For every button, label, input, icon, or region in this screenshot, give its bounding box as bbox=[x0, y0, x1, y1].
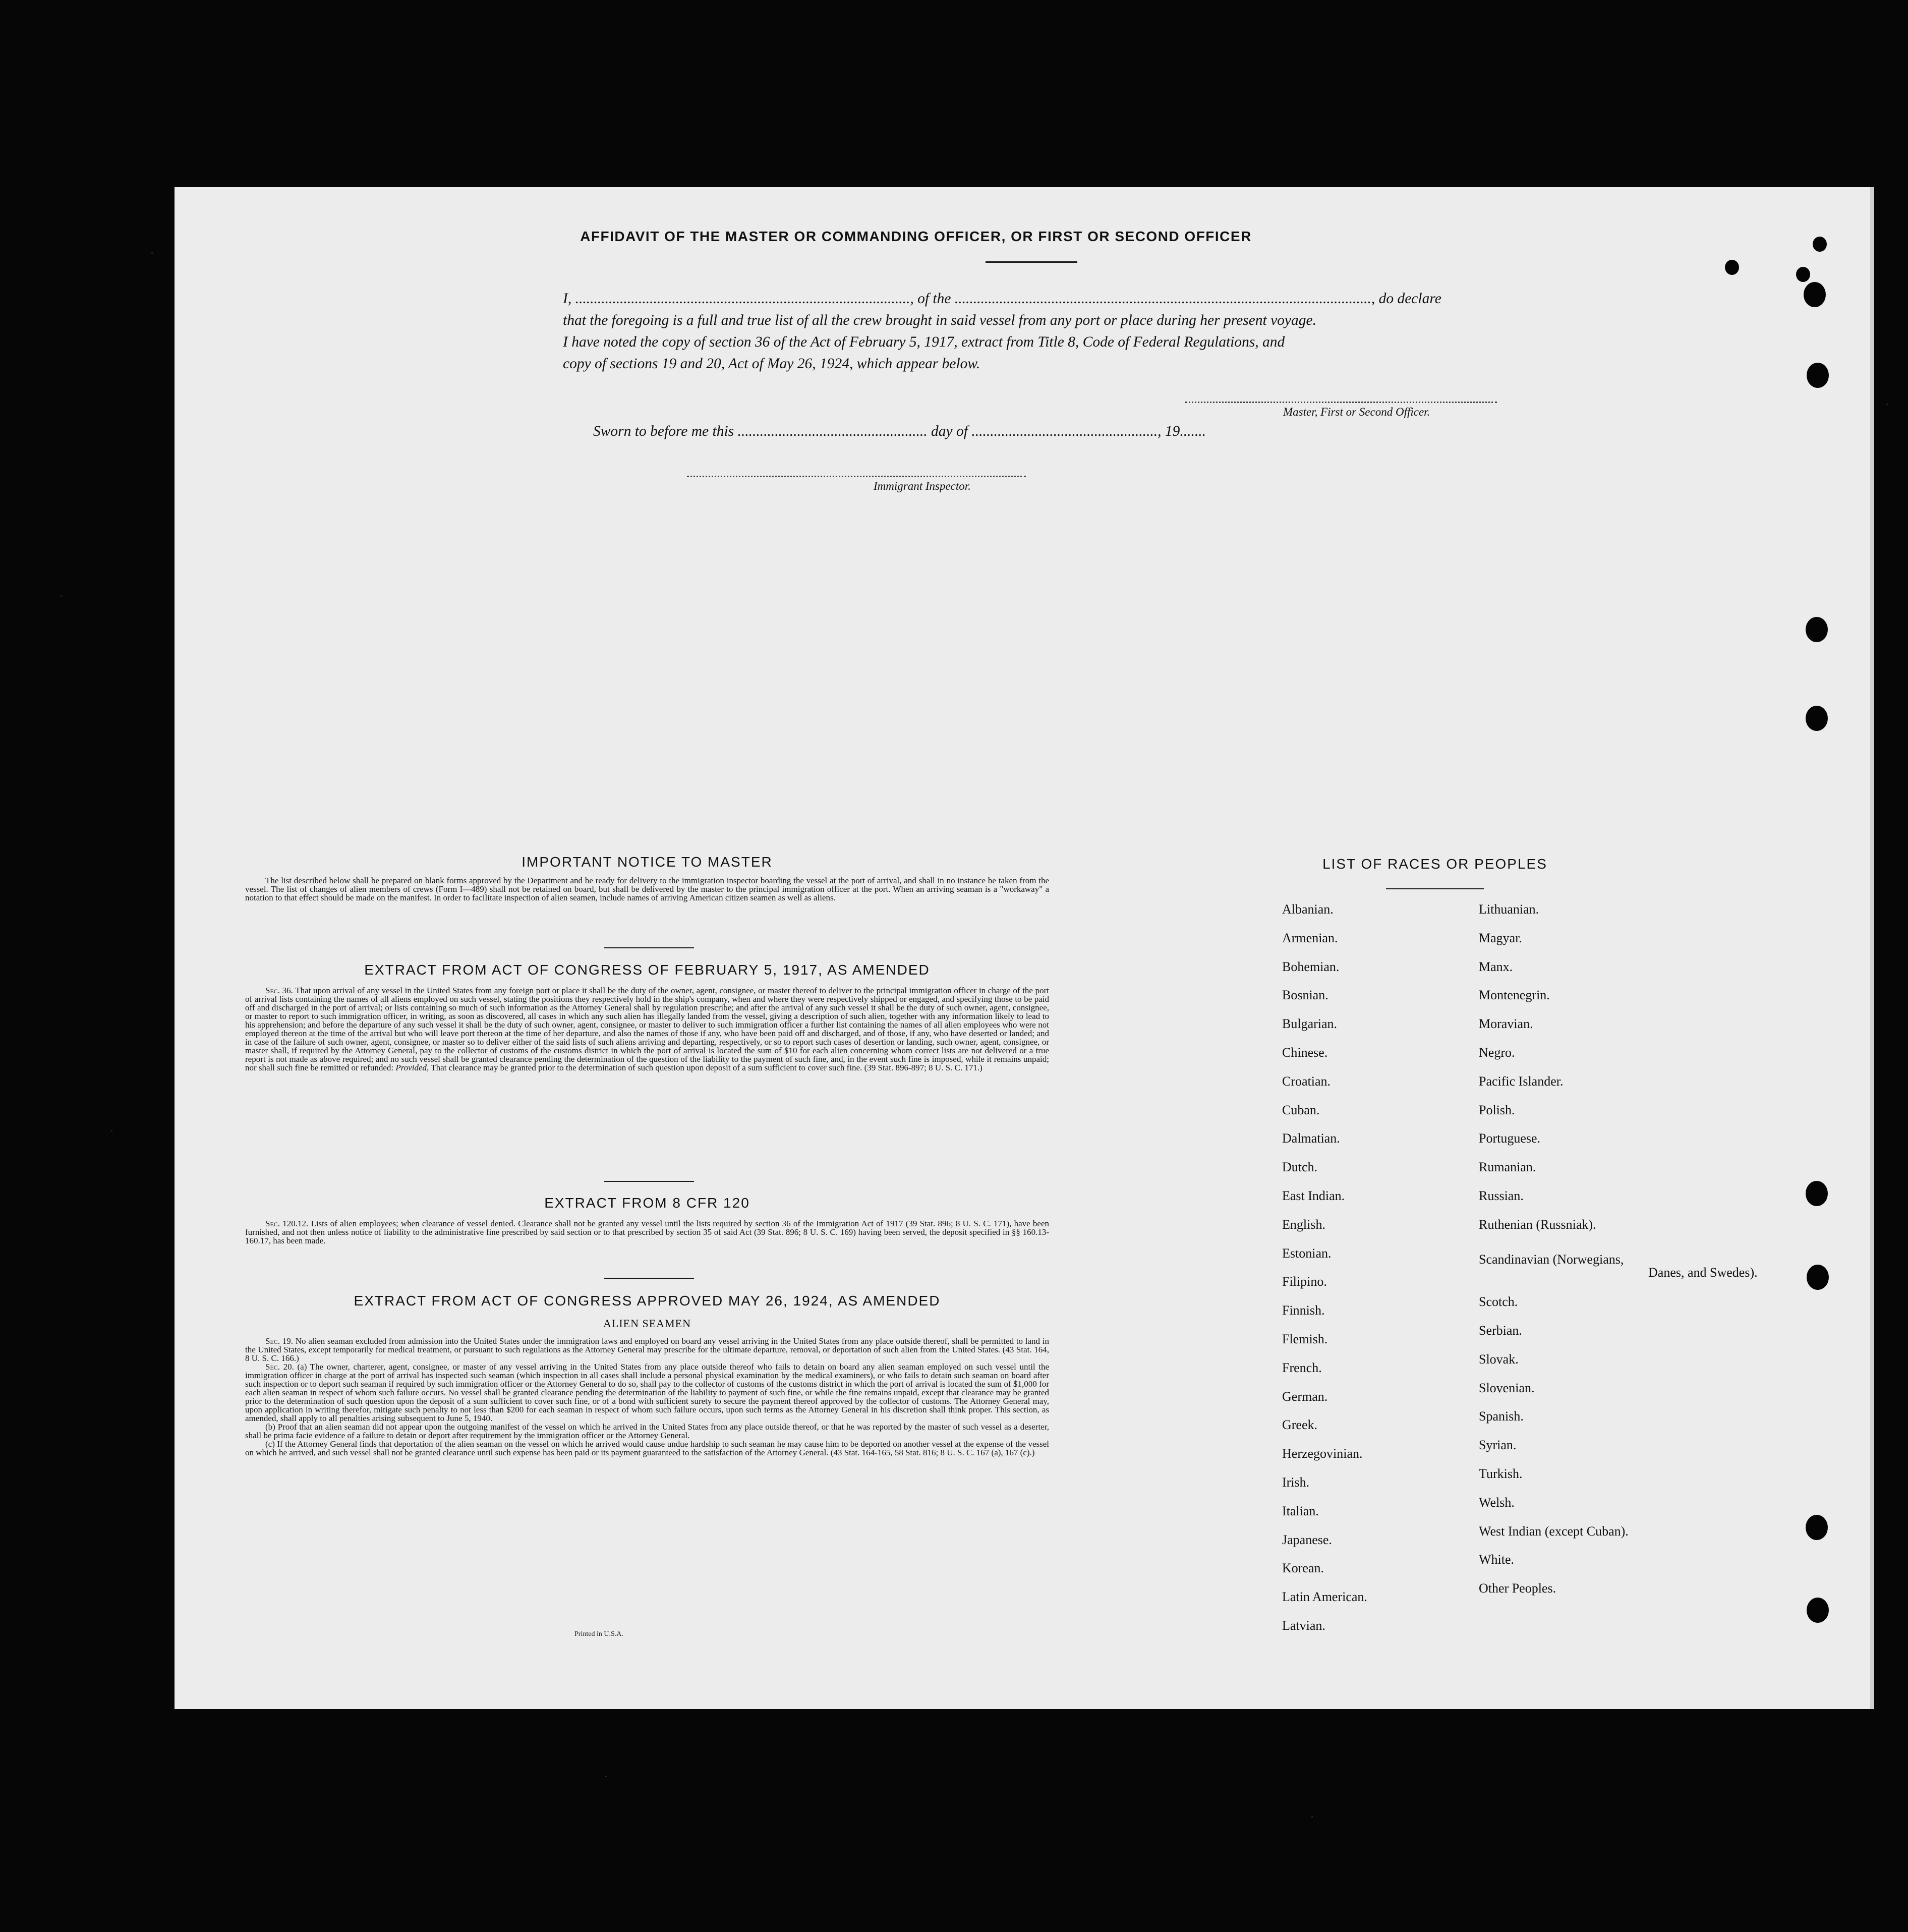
race-item: Welsh. bbox=[1479, 1495, 1515, 1510]
race-item: Serbian. bbox=[1479, 1323, 1522, 1338]
race-item: Flemish. bbox=[1282, 1332, 1328, 1346]
extract-cfr-title: EXTRACT FROM 8 CFR 120 bbox=[544, 1195, 750, 1211]
race-item: Bohemian. bbox=[1282, 959, 1340, 974]
race-item: Croatian. bbox=[1282, 1073, 1331, 1089]
scan-noise-dot bbox=[1311, 1816, 1313, 1817]
inspector-signature-caption: Immigrant Inspector. bbox=[874, 480, 971, 492]
race-item: Italian. bbox=[1282, 1503, 1319, 1518]
race-item: Slovak. bbox=[1479, 1351, 1519, 1367]
race-item: Albanian. bbox=[1282, 902, 1334, 917]
sworn-year-blank[interactable]: ....... bbox=[1180, 423, 1206, 439]
inspector-signature-line[interactable] bbox=[687, 476, 1026, 477]
race-item: Magyar. bbox=[1479, 930, 1522, 945]
race-item: Rumanian. bbox=[1479, 1160, 1536, 1175]
extract-1924-title: EXTRACT FROM ACT OF CONGRESS APPROVED MAY 26, 1924, AS AMENDED bbox=[354, 1293, 941, 1309]
race-item: Greek. bbox=[1282, 1417, 1318, 1433]
binder-hole bbox=[1813, 237, 1827, 252]
races-title: LIST OF RACES OR PEOPLES bbox=[1322, 856, 1547, 872]
name-blank[interactable]: .......................................................................................... bbox=[575, 291, 910, 307]
scan-noise-dot bbox=[1886, 404, 1888, 405]
binder-hole bbox=[1807, 363, 1829, 388]
race-item: Dalmatian. bbox=[1282, 1131, 1340, 1146]
notice-title: IMPORTANT NOTICE TO MASTER bbox=[522, 854, 773, 870]
section-divider bbox=[604, 1181, 694, 1182]
race-item: Bulgarian. bbox=[1282, 1016, 1338, 1032]
race-item: Ruthenian (Russniak). bbox=[1479, 1217, 1596, 1232]
race-item: Syrian. bbox=[1479, 1438, 1517, 1453]
printed-in-usa: Printed in U.S.A. bbox=[574, 1630, 623, 1638]
race-item: Latvian. bbox=[1282, 1618, 1325, 1633]
race-item: Negro. bbox=[1479, 1045, 1515, 1060]
race-item: Japanese. bbox=[1282, 1532, 1332, 1547]
binder-hole bbox=[1806, 617, 1828, 642]
race-item: Russian. bbox=[1479, 1188, 1524, 1203]
vessel-blank[interactable]: ................................................................................................................ bbox=[954, 291, 1371, 307]
document-page bbox=[175, 187, 1874, 1709]
extract-1917-title: EXTRACT FROM ACT OF CONGRESS OF FEBRUARY 5, 1917, AS AMENDED bbox=[364, 962, 930, 978]
affidavit-line-1: I, .........................................................................................., of the ................................................................................................................, do declare bbox=[563, 291, 1441, 307]
race-item: Scotch. bbox=[1479, 1294, 1518, 1310]
sworn-statement: Sworn to before me this ................................................... day of .................................................., 19....... bbox=[593, 423, 1206, 439]
race-item: Polish. bbox=[1479, 1102, 1515, 1117]
extract-1924-text: Sec. 19. No alien seaman excluded from admission into the United States under the immigration laws and employed on board any vessel arriving in the United States from any place outside thereof, shall be permitted to land in the United States, except temporarily for medical treatment, or pursuant to such regulations as the Attorney General may prescribe for the ultimate departure, removal, or deportation of such alien from the United States. (43 Stat. 164, 8 U. S. C. 166.) Sec. 20. (a) The owner, charterer, agent, consignee, or master of any vessel arriving in the United States from any place outside thereof who fails to detain on board any alien seaman employed on such vessel until the immigration officer in charge at the port of arrival has inspected such seaman (which inspection in all cases shall include a personal physical examination by the medical examiners), or who fails to detain such seaman on board after such inspection or to deport such seaman if required by such immigration officer or the Attorney General to do so, shall pay to the collector of customs of the customs district in which the port of arrival is located the sum of $1,000 for each alien seaman in respect of whom such failure occurs. No vessel shall be granted clearance pending the determination of the liability to payment of such fine, or while the fine remains unpaid, except that clearance may be granted prior to the determination of such question upon the deposit of a sum sufficient to cover such fine, or of a bond with sufficient surety to secure the payment thereof approved by the collector of customs. The Attorney General may, upon application in writing therefor, mitigate such penalty to not less than $200 for each seaman in respect of whom such failure occurs, upon such terms as the Attorney General in his discretion shall think proper. This section, as amended, shall apply to all penalties arising subsequent to June 5, 1940. (b) Proof that an alien seaman did not appear upon the outgoing manifest of the vessel on which he arrived in the United States from any place outside thereof, or that he was reported by the master of such vessel as a deserter, shall be prima facie evidence of a failure to detain or deport after requirement by the immigration officer or the Attorney General. (c) If the Attorney General finds that deportation of the alien seaman on the vessel on which he arrived would cause undue hardship to such seaman he may cause him to be deported on another vessel at the expense of the vessel on which he arrived, and such vessel shall not be granted clearance until such expense has been paid or its payment guaranteed to the satisfaction of the Attorney General. (43 Stat. 164-165, 58 Stat. 816; 8 U. S. C. 167 (a), 167 (c).) bbox=[245, 1336, 1049, 1457]
binder-hole bbox=[1806, 1181, 1828, 1206]
master-signature-caption: Master, First or Second Officer. bbox=[1283, 406, 1430, 418]
race-item: Turkish. bbox=[1479, 1466, 1523, 1481]
binder-hole bbox=[1806, 1515, 1828, 1540]
race-item: Cuban. bbox=[1282, 1102, 1320, 1117]
race-item: Scandinavian (Norwegians, bbox=[1479, 1252, 1624, 1267]
race-item: English. bbox=[1282, 1217, 1325, 1232]
race-item: Pacific Islander. bbox=[1479, 1073, 1564, 1089]
race-item: Latin American. bbox=[1282, 1589, 1367, 1605]
alien-seamen-subtitle: ALIEN SEAMEN bbox=[603, 1317, 691, 1330]
scan-noise-dot bbox=[61, 595, 62, 597]
race-item: Estonian. bbox=[1282, 1245, 1332, 1261]
race-item: German. bbox=[1282, 1389, 1328, 1404]
binder-hole bbox=[1725, 260, 1739, 275]
sworn-month-blank[interactable]: .................................................. bbox=[971, 423, 1158, 439]
race-item: Danes, and Swedes). bbox=[1648, 1265, 1758, 1280]
scan-noise-dot bbox=[151, 252, 153, 254]
race-item: Manx. bbox=[1479, 959, 1513, 974]
race-item: Herzegovinian. bbox=[1282, 1446, 1363, 1461]
affidavit-title-rule bbox=[986, 261, 1077, 263]
race-item: Slovenian. bbox=[1479, 1380, 1535, 1395]
affidavit-body bbox=[563, 288, 1667, 375]
race-item: Bosnian. bbox=[1282, 988, 1328, 1003]
sworn-day-blank[interactable]: ................................................... bbox=[737, 423, 928, 439]
binder-hole bbox=[1804, 282, 1826, 307]
extract-1917-text: Sec. 36. That upon arrival of any vessel in the United States from any foreign port or place it shall be the duty of the owner, agent, consignee, or master thereof to deliver to the principal immigration officer in charge of the port of arrival lists containing the names of all aliens employed on such vessel, stating the positions they respectively hold in the ship's company, when and where they were respectively shipped or engaged, and specifying those to be paid off and discharged in the port of arrival; or lists containing so much of such information as the Attorney General shall by regulation prescribe; and after the arrival of any such vessel it shall be the duty of such owner, agent, consignee, or master to report to such immigration officer, in writing, as soon as discovered, all cases in which any such alien has illegally landed from the vessel, giving a description of such alien, together with any information likely to lead to his apprehension; and before the departure of any such vessel it shall be the duty of such owner, agent, consignee, or master to deliver to such immigration officer a further list containing the names of all alien employees who were not employed thereon at the time of the arrival but who will leave port thereon at the time of her departure, and also the names of those if any, who have been paid off and discharged, and of those, if any, who have deserted or landed; and in case of the failure of such owner, agent, consignee, or master so to deliver either of the said lists of such aliens arriving and departing, respectively, or so to report such cases of desertion or landing, such owner, agent, consignee, or master shall, if required by the Attorney General, pay to the collector of customs of the customs district in which the port of arrival is located the sum of $10 for each alien concerning whom correct lists are not delivered or a true report is not made as above required; and no such vessel shall be granted clearance pending the determination of the question of the liability to the payment of such fine, and, in the event such fine is imposed, while it remains unpaid; nor shall such fine be remitted or refunded: Provided, That clearance may be granted prior to the determination of such question upon deposit of a sum sufficient to cover such fine. (39 Stat. 896-897; 8 U. S. C. 171.) bbox=[245, 986, 1049, 1072]
scan-noise-dot bbox=[111, 1130, 112, 1131]
binder-hole bbox=[1806, 706, 1828, 731]
binder-hole bbox=[1807, 1265, 1829, 1290]
race-item: Montenegrin. bbox=[1479, 988, 1550, 1003]
section-divider bbox=[604, 947, 694, 948]
race-item: Other Peoples. bbox=[1479, 1581, 1556, 1596]
affidavit-line-4: copy of sections 19 and 20, Act of May 26, 1924, which appear below. bbox=[563, 356, 980, 372]
race-item: Spanish. bbox=[1479, 1409, 1524, 1424]
notice-text: The list described below shall be prepared on blank forms approved by the Department and be ready for delivery to the immigration inspector boarding the vessel at the port of arrival, and shall in no instance be taken from the vessel. The list of changes of alien members of crews (Form I—489) shall not be retained on board, but shall be delivered by the master to the principal immigration officer at the port. When an arriving seaman is a "workaway" a notation to that effect should be made on the manifest. In order to facilitate inspection of alien seamen, include names of arriving American citizen seamen as well as aliens. bbox=[245, 876, 1049, 902]
race-item: East Indian. bbox=[1282, 1188, 1345, 1203]
races-title-rule bbox=[1386, 888, 1484, 889]
affidavit-line-2: that the foregoing is a full and true list of all the crew brought in said vessel from any port or place during her present voyage. bbox=[563, 312, 1316, 328]
race-item: Armenian. bbox=[1282, 930, 1338, 945]
race-item: French. bbox=[1282, 1360, 1322, 1375]
scan-noise-dot bbox=[605, 1776, 607, 1777]
race-item: Portuguese. bbox=[1479, 1131, 1541, 1146]
race-item: Lithuanian. bbox=[1479, 902, 1539, 917]
race-item: Chinese. bbox=[1282, 1045, 1328, 1060]
binder-hole bbox=[1796, 267, 1810, 282]
race-item: Finnish. bbox=[1282, 1303, 1325, 1318]
race-item: Irish. bbox=[1282, 1475, 1310, 1490]
section-divider bbox=[604, 1278, 694, 1279]
binder-hole bbox=[1807, 1598, 1829, 1623]
extract-cfr-text: Sec. 120.12. Lists of alien employees; when clearance of vessel denied. Clearance shall not be granted any vessel until the lists required by section 36 of the Immigration Act of 1917 (39 Stat. 896; 8 U. S. C. 171), have been furnished, and not then unless notice of liability to the administrative fine prescribed by said section or to that prescribed by section 35 of said Act (39 Stat. 896; 8 U. S. C. 169) having been served, the deposit specified in §§ 160.13-160.17, has been made. bbox=[245, 1219, 1049, 1245]
race-item: White. bbox=[1479, 1552, 1515, 1567]
master-signature-line[interactable] bbox=[1185, 402, 1497, 403]
race-item: Moravian. bbox=[1479, 1016, 1533, 1032]
race-item: Korean. bbox=[1282, 1561, 1324, 1576]
affidavit-title: AFFIDAVIT OF THE MASTER OR COMMANDING OFFICER, OR FIRST OR SECOND OFFICER bbox=[580, 229, 1252, 244]
affidavit-line-3: I have noted the copy of section 36 of the Act of February 5, 1917, extract from Title 8, Code of Federal Regulations, and bbox=[563, 334, 1285, 350]
race-item: West Indian (except Cuban). bbox=[1479, 1523, 1629, 1539]
race-item: Filipino. bbox=[1282, 1274, 1327, 1289]
race-item: Dutch. bbox=[1282, 1160, 1318, 1175]
